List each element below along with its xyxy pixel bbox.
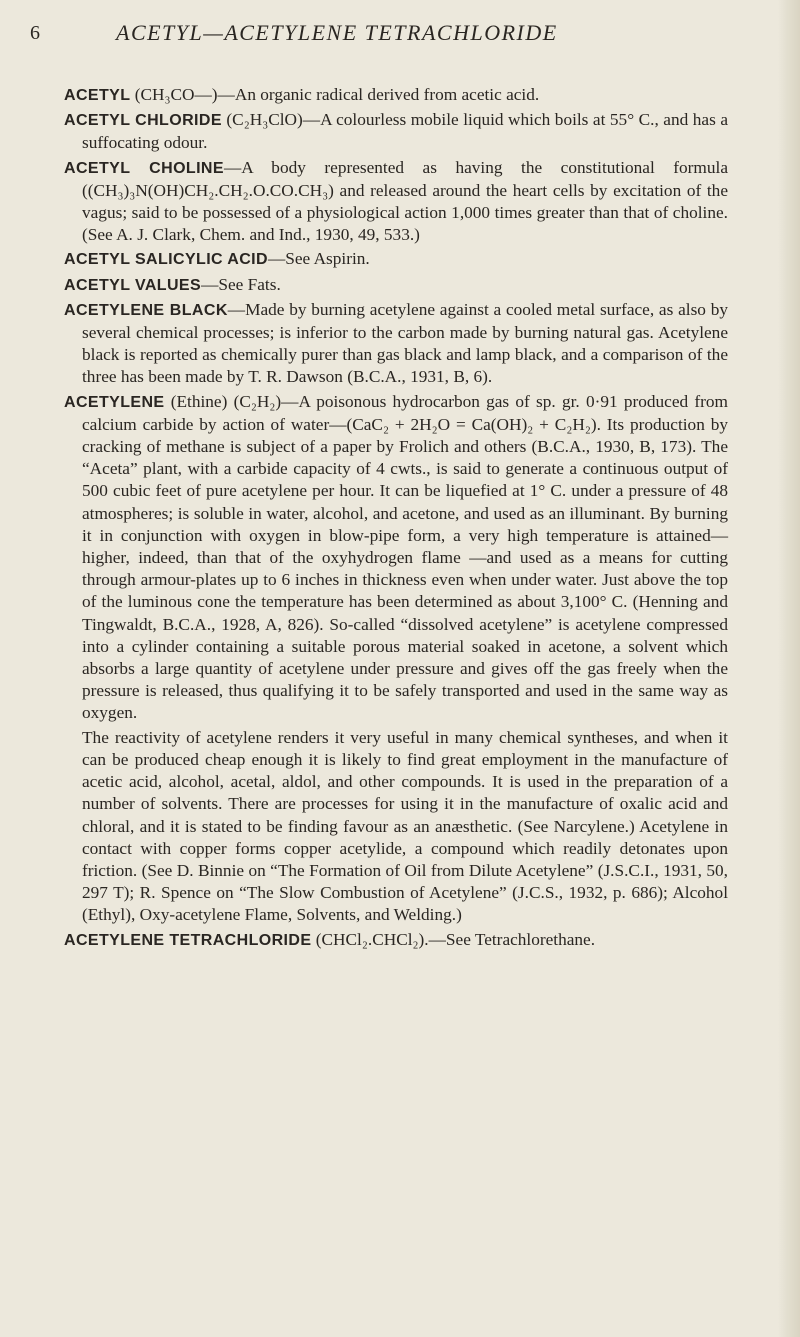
entry-acetylene [64, 391, 728, 725]
entry-text: (CHCl₂.CHCl₂).—See Tetrachlorethane. [311, 929, 596, 949]
page-edge-shadow [778, 0, 800, 1337]
entry-acetylene-continued [64, 727, 728, 927]
entry-text: (CH₃CO—)—An organic radical derived from acetic acid. [130, 85, 540, 104]
headword: ACETYLENE [64, 393, 165, 411]
headword: ACETYL VALUES [64, 276, 202, 294]
entry-text: —See Aspirin. [267, 249, 370, 269]
entry-text: (Ethine) (C₂H₂)—A poisonous hydrocarbon gas of sp. gr. 0·91 produced from calcium carbide by action of water—(CaC₂ + 2H₂O = Ca(OH)₂ + C₂H₂). Its production by cracking of methane is subject of a paper by Frolich and others (B.C.A., 1930, B, 173). The “Aceta” plant, with a carbide capacity of 4 cwts., is said to generate a continuous output of 500 cubic feet of pure acetylene per hour. It can be liquefied at 1° C. under a pressure of 48 atmospheres; is soluble in water, alcohol, and acetone, and used as an illuminant. By burning it in conjunction with oxygen in blow-pipe form, a very high temperature is attained—higher, indeed, than that of the oxyhydrogen flame —and used as a means for cutting through armour-plates up to 6 inches in thickness even when under water. Just above the top of the luminous cone the temperature has been determined as about 3,100° C. (Henning and Tingwaldt, B.C.A., 1928, A, 826). So-called “dissolved acetylene” is acetylene compressed into a cylinder containing a suitable porous material soaked in acetone, a solvent which absorbs a large quantity of acetylene under pressure and gives off the gas freely when the pressure is released, thus qualifying it to be safely transported and used in the same way as oxygen. [82, 391, 728, 723]
entry-text: (C₂H₃ClO)—A colourless mobile liquid which boils at 55° C., and has a suffocating odour. [82, 110, 728, 153]
entry-text: —A body represented as having the constitutional formula ((CH₃)₃N(OH)CH₂.CH₂.O.CO.CH₃) and released around the heart cells by excitation of the vagus; said to be possessed of a physiological action 1,000 times greater than that of choline. (See A. J. Clark, Chem. and Ind., 1930, 49, 533.) [82, 157, 728, 245]
entries-column [64, 84, 728, 954]
entry-acetyl-salicylic-acid [64, 248, 728, 271]
entry-acetylene-tetrachloride [64, 929, 728, 952]
page-number: 6 [30, 22, 40, 44]
entry-text: —Made by burning acetylene against a cooled metal surface, as also by several chemical processes; is inferior to the carbon made by burning natural gas. Acetylene black is reported as chemically purer than gas black and lamp black, and a comparison of the three has been made by T. R. Dawson (B.C.A., 1931, B, 6). [82, 299, 728, 387]
headword: ACETYL [64, 87, 131, 104]
page-header [28, 14, 760, 54]
entry-acetyl [64, 84, 728, 107]
paragraph-text: The reactivity of acetylene renders it very useful in many chemical syntheses, and when it can be produced cheap enough it is likely to find great employment in the manufacture of acetic acid, alcohol, acetal, aldol, and other compounds. It is used in the preparation of a number of solvents. There are processes for using it in the manufacture of oxalic acid and chloral, and it is stated to be finding favour as an anæsthetic. (See Narcylene.) Acetylene in contact with copper forms copper acetylide, a compound which readily detonates upon friction. (See D. Binnie on “The Formation of Oil from Dilute Acetylene” (J.S.C.I., 1931, 50, 297 T); R. Spence on “The Slow Combustion of Acetylene” (J.C.S., 1932, p. 686); Alcohol (Ethyl), Oxy-acetylene Flame, Solvents, and Welding.) [82, 727, 728, 925]
entry-text: —See Fats. [201, 274, 281, 294]
headword: ACETYLENE TETRACHLORIDE [64, 931, 312, 949]
entry-acetylene-black [64, 299, 728, 389]
headword: ACETYL CHLORIDE [64, 112, 222, 130]
headword: ACETYL SALICYLIC ACID [64, 251, 268, 269]
running-head: ACETYL—ACETYLENE TETRACHLORIDE [116, 20, 558, 45]
headword: ACETYL CHOLINE [64, 159, 224, 177]
entry-acetyl-choline [64, 157, 728, 247]
entry-acetyl-values [64, 274, 728, 297]
headword: ACETYLENE BLACK [64, 301, 228, 319]
entry-acetyl-chloride [64, 109, 728, 154]
